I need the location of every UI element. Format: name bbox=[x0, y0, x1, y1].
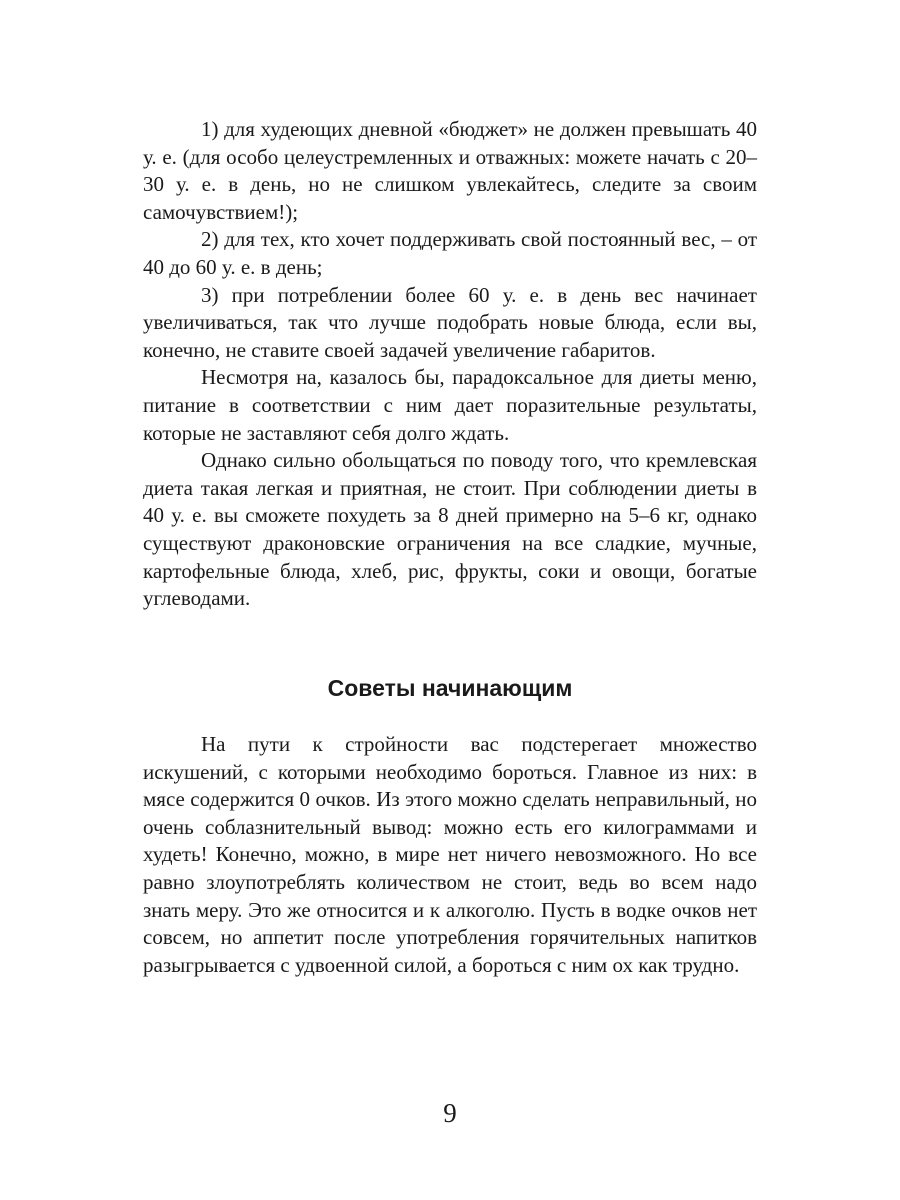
paragraph-restrictions: Однако сильно обольщаться по поводу того, что кремлевская диета такая легкая и приятная, не стоит. При соблюдении диеты в 40 у. е. вы сможете похудеть за 8 дней примерно на 5–6 кг, однако существуют драконовские ограничения на все сладкие, мучные, картофельные блюда, хлеб, рис, фрукты, соки и овощи, богатые углеводами. bbox=[143, 448, 757, 611]
text-block-top bbox=[143, 116, 757, 613]
section-heading: Советы начинающим bbox=[327, 675, 573, 701]
paragraph-results: Несмотря на, казалось бы, парадоксальное для диеты меню, питание в соответствии с ним дает поразительные результаты, которые не заставляют себя долго ждать. bbox=[143, 365, 757, 445]
paragraph-beginners-advice: На пути к стройности вас подстерегает множество искушений, с которыми необходимо бороться. Главное из них: в мясе содержится 0 очков. Из этого можно сделать неправильный, но очень соблазнительный вывод: можно есть его килограммами и худеть! Конечно, можно, в мире нет ничего невозможного. Но все равно злоупотреблять количеством не стоит, ведь во всем надо знать меру. Это же относится и к алкоголю. Пусть в водке очков нет совсем, но аппетит после употребления горячительных напитков разыгрывается с удвоенной силой, а бороться с ним ох как трудно. bbox=[143, 732, 757, 977]
paragraph-list-item-3: 3) при потреблении более 60 у. е. в день вес начинает увеличиваться, так что лучше подобрать новые блюда, если вы, конечно, не ставите своей задачей увеличение габаритов. bbox=[143, 282, 757, 362]
paragraph-list-item-2: 2) для тех, кто хочет поддерживать свой постоянный вес, – от 40 до 60 у. е. в день; bbox=[143, 227, 757, 279]
paragraph-list-item-1: 1) для худеющих дневной «бюджет» не должен превышать 40 у. е. (для особо целеустремленных и отважных: можете начать с 20–30 у. е. в день, но не слишком увлекайтесь, следите за своим самочувствием!); bbox=[143, 117, 757, 224]
page-number: 9 bbox=[443, 1098, 457, 1128]
text-block-bottom bbox=[143, 731, 757, 979]
